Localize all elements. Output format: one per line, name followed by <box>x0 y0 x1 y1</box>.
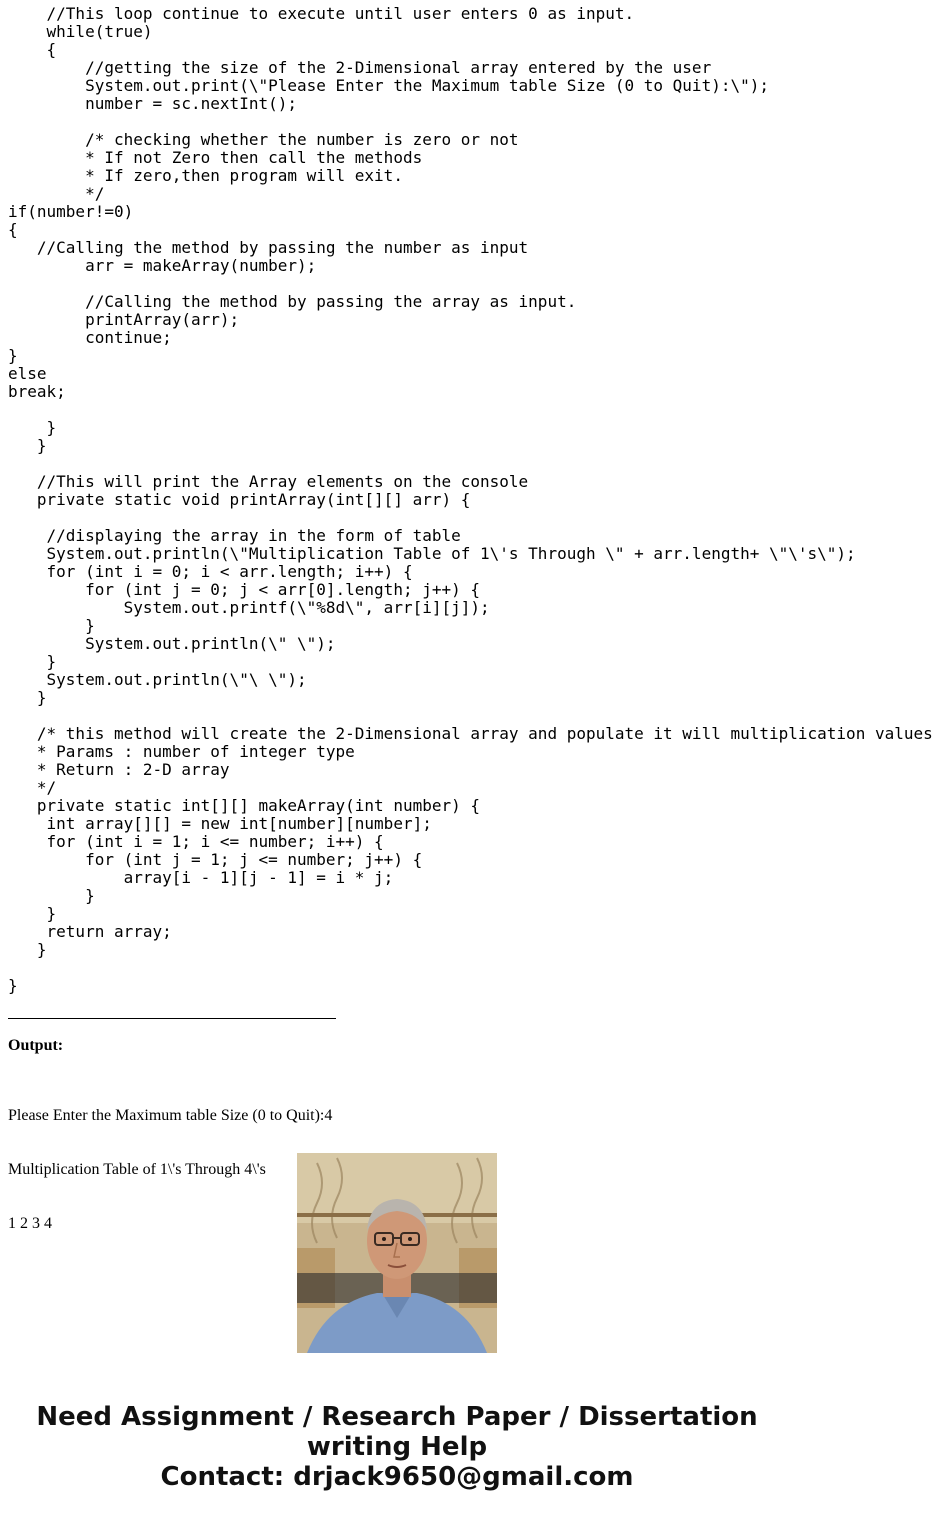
code-line <box>8 707 933 725</box>
code-line: } <box>8 904 57 923</box>
promo-line: writing Help <box>306 1432 488 1462</box>
code-line: int array[][] = new int[number][number]; <box>8 814 432 833</box>
code-line <box>8 401 933 419</box>
code-line: for (int i = 0; i < arr.length; i++) { <box>8 562 413 581</box>
code-line: System.out.println(\" \"); <box>8 634 336 653</box>
code-line <box>8 509 933 527</box>
code-line: } <box>8 652 57 671</box>
code-line: /* checking whether the number is zero or not <box>8 130 519 149</box>
code-line: continue; <box>8 328 172 347</box>
code-line: array[i - 1][j - 1] = i * j; <box>8 868 394 887</box>
code-line: { <box>8 220 18 239</box>
code-line: //displaying the array in the form of table <box>8 526 461 545</box>
code-line: } <box>8 976 18 995</box>
code-line: } <box>8 886 95 905</box>
code-line: //getting the size of the 2-Dimensional array entered by the user <box>8 58 712 77</box>
code-line: System.out.printf(\"%8d\", arr[i][j]); <box>8 598 490 617</box>
code-line: } <box>8 940 47 959</box>
code-line: private static int[][] makeArray(int number) { <box>8 796 481 815</box>
code-line <box>8 275 933 293</box>
code-line: //Calling the method by passing the array as input. <box>8 292 577 311</box>
code-line: if(number!=0) <box>8 202 134 221</box>
promo-banner <box>0 1402 794 1492</box>
output-line: 1 2 3 4 <box>8 1215 52 1232</box>
code-line: System.out.println(\"\ \"); <box>8 670 307 689</box>
code-line: //This loop continue to execute until user enters 0 as input. <box>8 4 635 23</box>
code-line: //Calling the method by passing the number as input <box>8 238 529 257</box>
output-line: Please Enter the Maximum table Size (0 to Quit):4 <box>8 1107 333 1124</box>
code-line: * Return : 2-D array <box>8 760 230 779</box>
code-line: arr = makeArray(number); <box>8 256 317 275</box>
code-line: { <box>8 40 57 59</box>
code-line: * If not Zero then call the methods <box>8 148 423 167</box>
output-line: Multiplication Table of 1\'s Through 4\'s <box>8 1161 266 1178</box>
code-line <box>8 113 933 131</box>
code-line: */ <box>8 778 57 797</box>
code-line: //This will print the Array elements on the console <box>8 472 529 491</box>
promo-line: Need Assignment / Research Paper / Dissertation <box>36 1402 758 1432</box>
code-line: } <box>8 418 57 437</box>
code-line <box>8 959 933 977</box>
code-line: } <box>8 688 47 707</box>
code-line: while(true) <box>8 22 153 41</box>
code-line: return array; <box>8 922 172 941</box>
code-line: for (int i = 1; i <= number; i++) { <box>8 832 384 851</box>
code-line: } <box>8 346 18 365</box>
code-line: number = sc.nextInt(); <box>8 94 297 113</box>
output-heading: Output: <box>8 1037 64 1054</box>
author-avatar <box>297 1153 497 1353</box>
code-line: } <box>8 616 95 635</box>
code-line: break; <box>8 382 66 401</box>
code-line: for (int j = 1; j <= number; j++) { <box>8 850 423 869</box>
horizontal-divider <box>8 1018 336 1019</box>
code-line: printArray(arr); <box>8 310 240 329</box>
code-block <box>8 5 933 995</box>
author-portrait-image <box>297 1153 497 1353</box>
code-line: */ <box>8 184 105 203</box>
code-line: System.out.print(\"Please Enter the Maximum table Size (0 to Quit):\"); <box>8 76 769 95</box>
output-block <box>8 1071 332 1251</box>
code-line: private static void printArray(int[][] arr) { <box>8 490 471 509</box>
code-line: * If zero,then program will exit. <box>8 166 403 185</box>
code-line: else <box>8 364 47 383</box>
code-line <box>8 455 933 473</box>
code-line: System.out.println(\"Multiplication Table of 1\'s Through \" + arr.length+ \"\'s\"); <box>8 544 856 563</box>
code-line: * Params : number of integer type <box>8 742 355 761</box>
code-line: } <box>8 436 47 455</box>
promo-contact-line: Contact: drjack9650@gmail.com <box>160 1462 634 1492</box>
code-line: /* this method will create the 2-Dimensional array and populate it will multiplication values <box>8 724 933 743</box>
code-line: for (int j = 0; j < arr[0].length; j++) { <box>8 580 481 599</box>
